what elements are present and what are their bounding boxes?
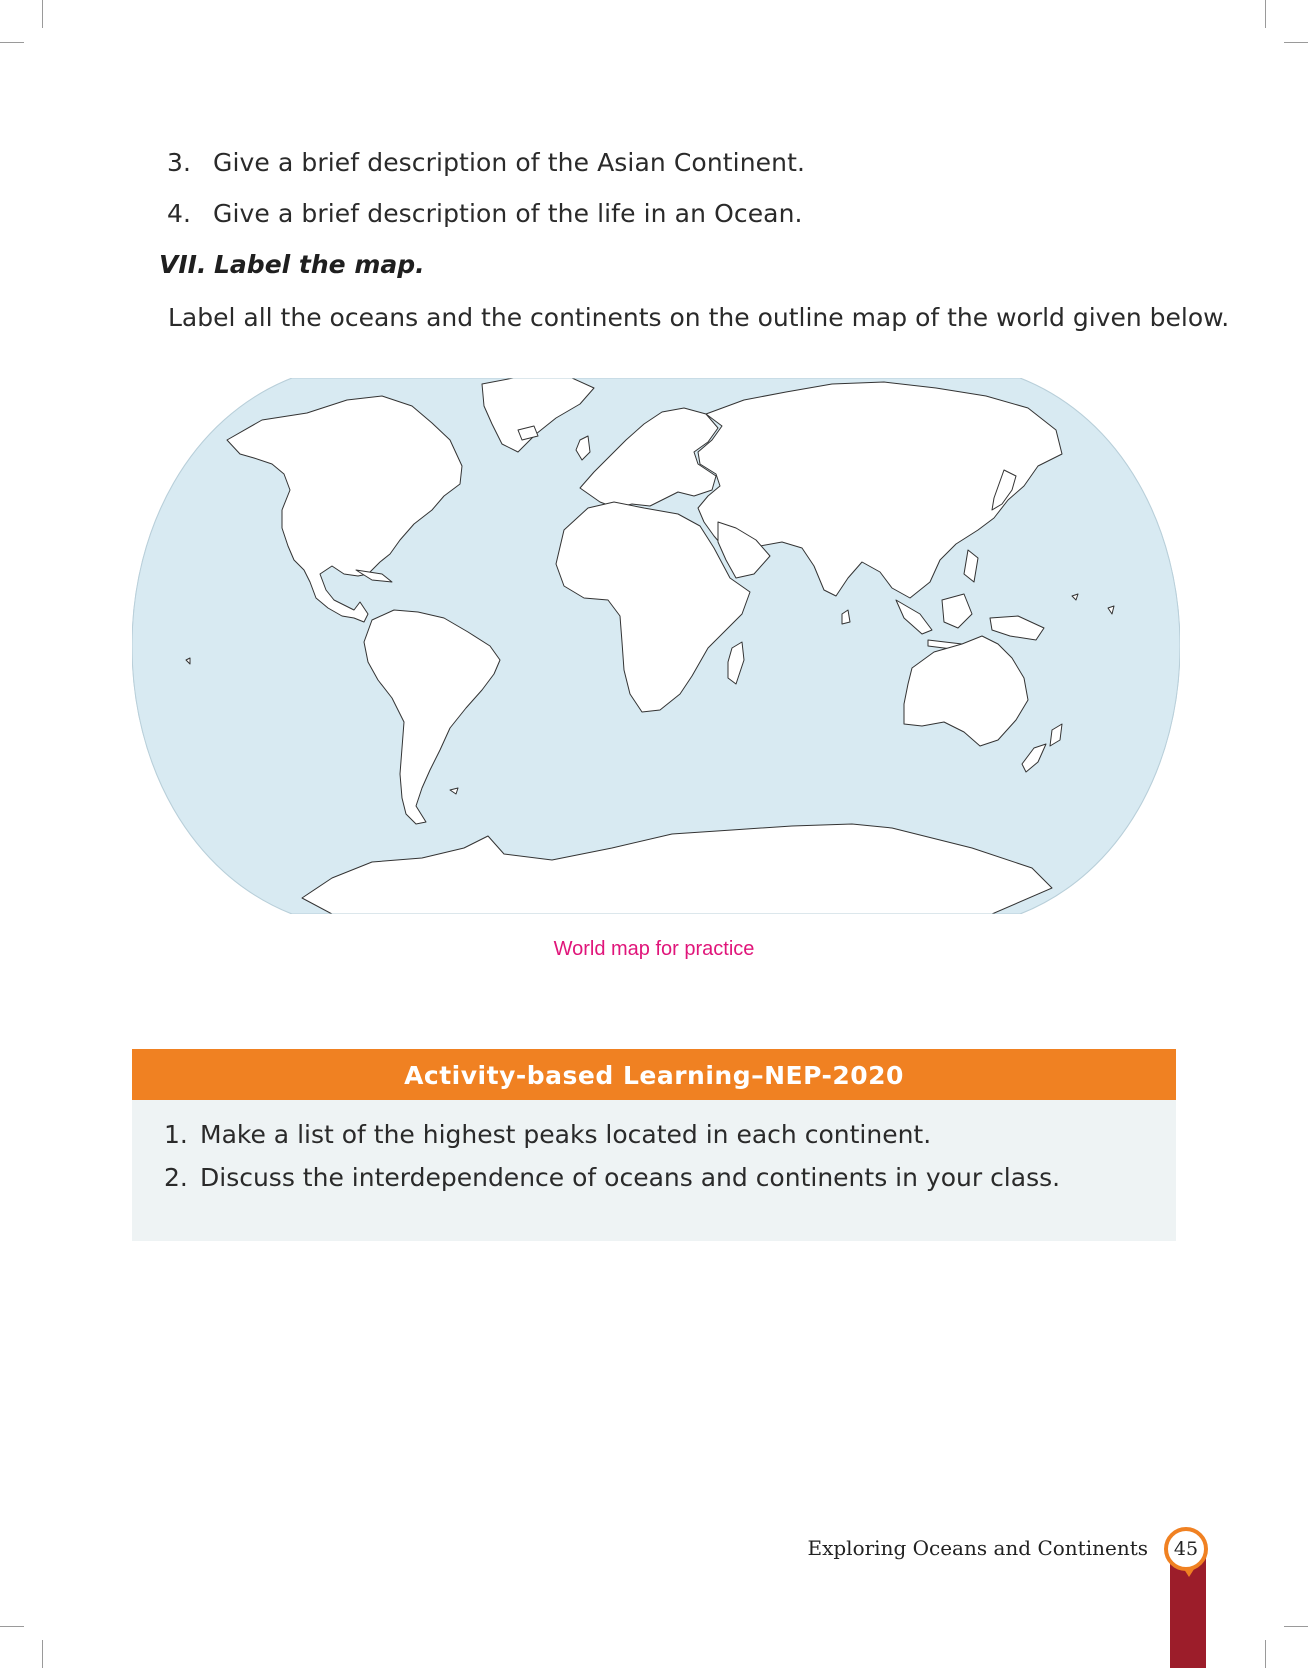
question-text: Give a brief description of the Asian Continent.	[213, 148, 806, 177]
question-text: Give a brief description of the life in an Ocean.	[213, 199, 803, 228]
crop-mark	[1265, 1640, 1266, 1668]
crop-mark	[1284, 1626, 1308, 1627]
world-outline-map	[132, 378, 1180, 914]
activity-item-2	[164, 1163, 1060, 1192]
crop-mark	[0, 1626, 24, 1627]
activity-item-number: 2.	[164, 1163, 188, 1192]
activity-item-text: Discuss the interdependence of oceans and continents in your class.	[200, 1163, 1061, 1192]
question-number: 4.	[167, 199, 192, 228]
section-title: Label the map.	[214, 250, 425, 279]
activity-item-text: Make a list of the highest peaks located in each continent.	[200, 1120, 932, 1149]
crop-mark	[1265, 0, 1266, 28]
crop-mark	[42, 1640, 43, 1668]
crop-mark	[1284, 42, 1308, 43]
question-number: 3.	[167, 148, 192, 177]
crop-mark	[42, 0, 43, 28]
activity-box	[132, 1049, 1176, 1241]
map-instruction: Label all the oceans and the continents on the outline map of the world given below.	[168, 303, 1230, 332]
activity-heading: Activity-based Learning–NEP-2020	[132, 1049, 1176, 1100]
question-4	[167, 199, 803, 228]
chapter-title: Exploring Oceans and Continents	[807, 1536, 1148, 1560]
section-heading	[159, 250, 425, 279]
page-number: 45	[1164, 1527, 1208, 1571]
activity-item-1	[164, 1120, 931, 1149]
activity-item-number: 1.	[164, 1120, 188, 1149]
crop-mark	[0, 42, 24, 43]
section-number: VII.	[159, 250, 207, 279]
question-3	[167, 148, 805, 177]
map-caption: World map for practice	[553, 938, 755, 960]
